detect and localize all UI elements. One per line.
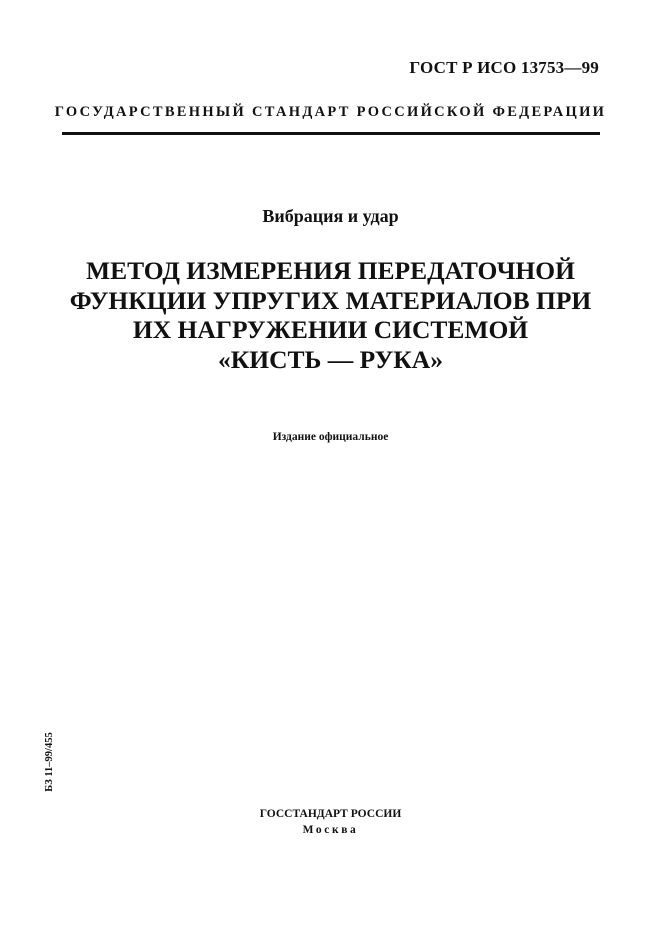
document-subject: Вибрация и удар bbox=[262, 206, 399, 226]
title-line-2: ФУНКЦИИ УПРУГИХ МАТЕРИАЛОВ ПРИ bbox=[69, 285, 592, 315]
publisher-name: ГОССТАНДАРТ РОССИИ bbox=[259, 808, 402, 820]
edition-label: Издание официальное bbox=[272, 431, 389, 443]
side-catalog-code: БЗ 11–99/455 bbox=[44, 732, 55, 792]
state-standard-heading: ГОСУДАРСТВЕННЫЙ СТАНДАРТ РОССИЙСКОЙ ФЕДЕРАЦИИ bbox=[54, 104, 607, 120]
standard-number: ГОСТ Р ИСО 13753—99 bbox=[409, 58, 599, 77]
title-line-3: ИХ НАГРУЖЕНИИ СИСТЕМОЙ bbox=[132, 315, 529, 344]
publisher-city: Москва bbox=[302, 824, 359, 836]
title-line-4: «КИСТЬ — РУКА» bbox=[218, 344, 443, 374]
document-title bbox=[0, 256, 661, 374]
title-line-1: МЕТОД ИЗМЕРЕНИЯ ПЕРЕДАТОЧНОЙ bbox=[86, 256, 575, 285]
header-divider bbox=[62, 132, 600, 135]
